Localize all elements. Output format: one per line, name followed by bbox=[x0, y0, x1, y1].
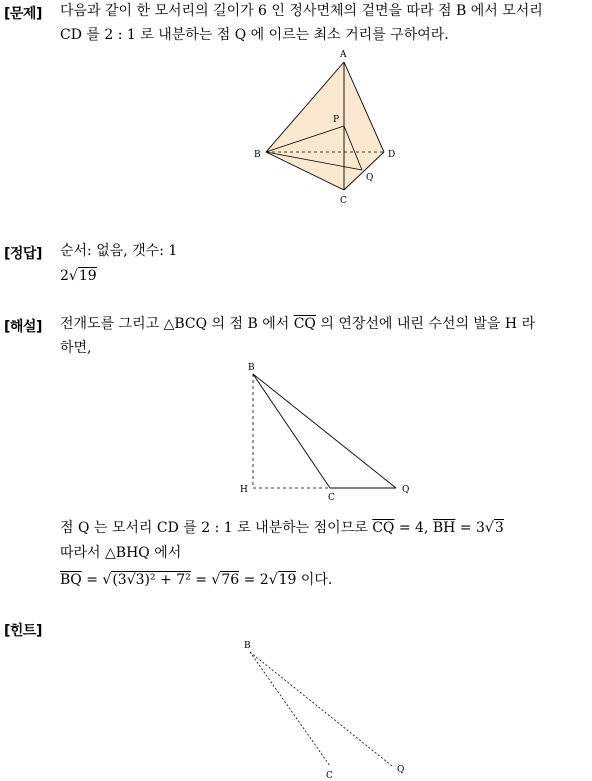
radical-sign: √ bbox=[484, 520, 494, 536]
problem-line-2: CD 를 2 : 1 로 내분하는 점 Q 에 이르는 최소 거리를 구하여라. bbox=[60, 27, 449, 43]
solution-line-3-radicand: 3 bbox=[494, 520, 504, 536]
label-Q2: Q bbox=[402, 485, 410, 495]
label-B: B bbox=[254, 150, 261, 160]
solution-line-5-expression: (3√3)² + 7² bbox=[112, 572, 191, 588]
hint-label: [힌트] bbox=[4, 623, 42, 639]
solution-line-5-b: = bbox=[190, 572, 212, 588]
solution-line-5-radicand-2: 19 bbox=[278, 572, 297, 588]
segment-CQ: $\overline{CQ}$ bbox=[293, 316, 316, 332]
answer-coefficient: 2 bbox=[60, 268, 69, 284]
label-Q: Q bbox=[366, 173, 374, 183]
problem-label: [문제] bbox=[4, 6, 42, 22]
hint-label-Q: Q bbox=[397, 765, 405, 775]
radical-sign: √ bbox=[102, 572, 112, 588]
solution-line-3-c: = 3 bbox=[455, 520, 485, 536]
solution-line-5-radicand-1: 76 bbox=[221, 572, 240, 588]
solution-line-1-a: 전개도를 그리고 △BCQ 의 점 B 에서 bbox=[60, 316, 294, 332]
segment-BQ-2: $\overline{BQ}$ bbox=[60, 572, 82, 588]
solution-line-4: 따라서 △BHQ 에서 bbox=[60, 545, 182, 561]
solution-line-3-a: 점 Q 는 모서리 CD 를 2 : 1 로 내분하는 점이므로 bbox=[60, 520, 373, 536]
radical-sign: √ bbox=[268, 572, 278, 588]
problem-line-1: 다음과 같이 한 모서리의 길이가 6 인 정사면체의 겉면을 따라 점 B 에서 모서리 bbox=[60, 3, 543, 19]
segment-BH-2: $\overline{BH}$ bbox=[432, 520, 456, 536]
answer-label: [정답] bbox=[4, 246, 42, 262]
label-C: C bbox=[340, 196, 347, 206]
radical-sign: √ bbox=[68, 268, 78, 284]
solution-line-2: 하면, bbox=[60, 340, 92, 356]
hint-segment-BQ bbox=[250, 652, 392, 766]
radical-sign: √ bbox=[211, 572, 221, 588]
label-A: A bbox=[340, 50, 347, 60]
label-C2: C bbox=[328, 493, 335, 503]
hint-label-C: C bbox=[326, 771, 333, 781]
label-H: H bbox=[240, 485, 248, 495]
answer-radicand: 19 bbox=[78, 268, 97, 284]
answer-line-1: 순서: 없음, 갯수: 1 bbox=[60, 243, 178, 259]
solution-label: [해설] bbox=[4, 319, 42, 335]
segment-CQ-2: $\overline{CQ}$ bbox=[372, 520, 395, 536]
solution-line-5-d: 이다. bbox=[296, 572, 333, 588]
label-B2: B bbox=[248, 363, 255, 373]
label-D: D bbox=[388, 150, 396, 160]
hint-label-B: B bbox=[244, 641, 251, 651]
solution-line-3-b: = 4, bbox=[394, 520, 433, 536]
solution-line-5-a: = bbox=[81, 572, 103, 588]
solution-line-5-c: = 2 bbox=[239, 572, 269, 588]
label-P: P bbox=[333, 115, 340, 125]
solution-line-1-b: 의 연장선에 내린 수선의 발을 H 라 bbox=[315, 316, 536, 332]
hint-segment-BC bbox=[250, 652, 330, 766]
